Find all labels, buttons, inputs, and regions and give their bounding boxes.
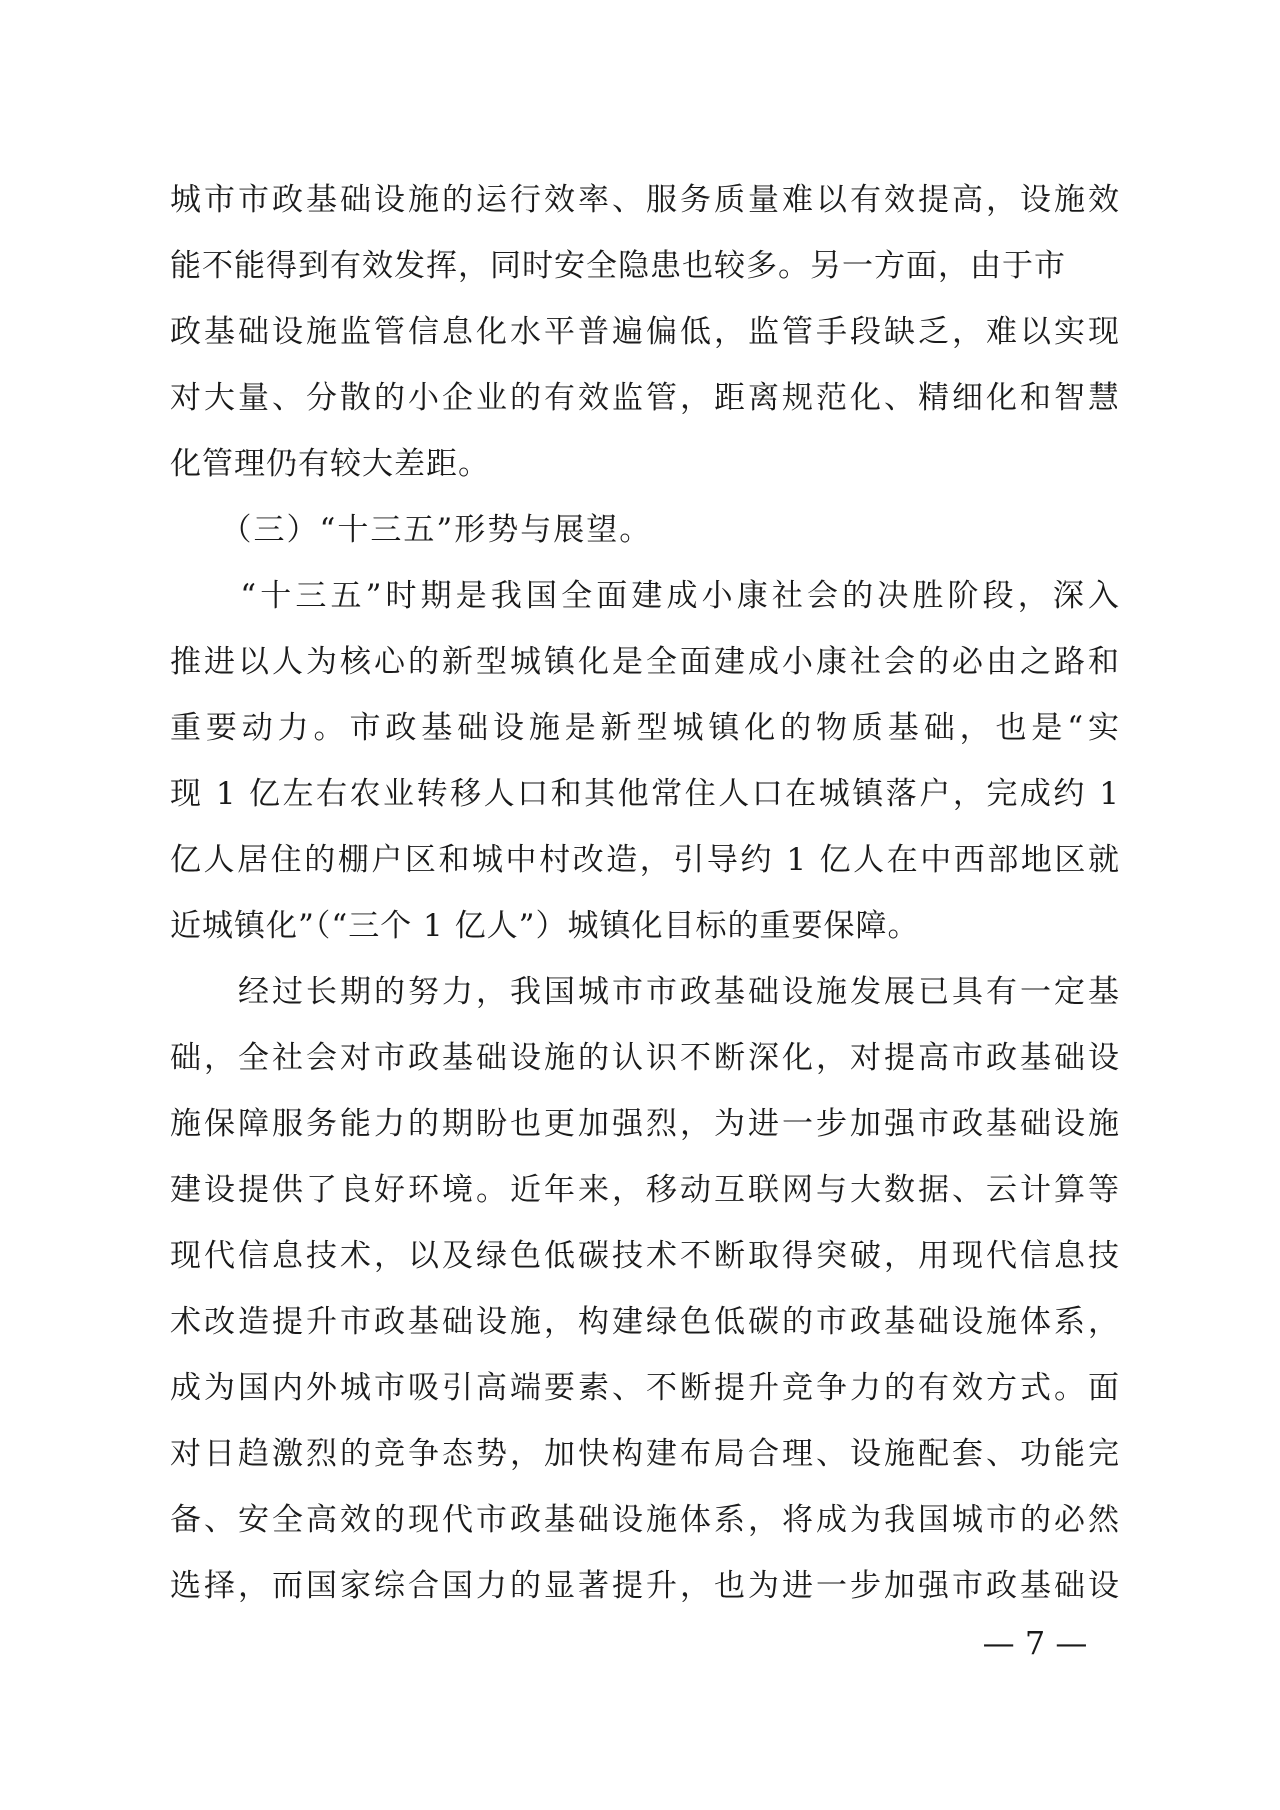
body-line-5: 化管理仍有较大差距。 [170, 446, 490, 482]
section-heading: （三）“十三五”形势与展望。 [170, 512, 653, 548]
body-line-10: 现 1 亿左右农业转移人口和其他常住人口在城镇落户，完成约 1 [170, 776, 1120, 812]
body-line-14: 础，全社会对市政基础设施的认识不断深化，对提高市政基础设 [170, 1040, 1120, 1076]
body-line-21: 备、安全高效的现代市政基础设施体系，将成为我国城市的必然 [170, 1502, 1120, 1538]
body-line-7: “十三五”时期是我国全面建成小康社会的决胜阶段，深入 [170, 578, 1120, 614]
body-line-20: 对日趋激烈的竞争态势，加快构建布局合理、设施配套、功能完 [170, 1436, 1120, 1472]
body-line-12: 近城镇化”（“三个 1 亿人”）城镇化目标的重要保障。 [170, 908, 920, 944]
body-line-17: 现代信息技术，以及绿色低碳技术不断取得突破，用现代信息技 [170, 1238, 1120, 1274]
body-line-18: 术改造提升市政基础设施，构建绿色低碳的市政基础设施体系， [170, 1304, 1120, 1340]
body-line-9: 重要动力。市政基础设施是新型城镇化的物质基础，也是“实 [170, 710, 1120, 746]
body-line-19: 成为国内外城市吸引高端要素、不断提升竞争力的有效方式。面 [170, 1370, 1120, 1406]
body-line-11: 亿人居住的棚户区和城中村改造，引导约 1 亿人在中西部地区就 [170, 842, 1120, 878]
body-line-3: 政基础设施监管信息化水平普遍偏低，监管手段缺乏，难以实现 [170, 314, 1120, 350]
body-line-8: 推进以人为核心的新型城镇化是全面建成小康社会的必由之路和 [170, 644, 1120, 680]
body-line-15: 施保障服务能力的期盼也更加强烈，为进一步加强市政基础设施 [170, 1106, 1120, 1142]
body-line-22: 选择，而国家综合国力的显著提升，也为进一步加强市政基础设 [170, 1568, 1120, 1604]
body-line-4: 对大量、分散的小企业的有效监管，距离规范化、精细化和智慧 [170, 380, 1120, 416]
body-line-2: 能不能得到有效发挥，同时安全隐患也较多。另一方面，由于市 [170, 248, 1066, 284]
body-line-1: 城市市政基础设施的运行效率、服务质量难以有效提高，设施效 [170, 182, 1120, 218]
body-line-16: 建设提供了良好环境。近年来，移动互联网与大数据、云计算等 [170, 1172, 1120, 1208]
page-number: — 7 — [982, 1624, 1088, 1662]
body-line-13: 经过长期的努力，我国城市市政基础设施发展已具有一定基 [170, 974, 1120, 1010]
